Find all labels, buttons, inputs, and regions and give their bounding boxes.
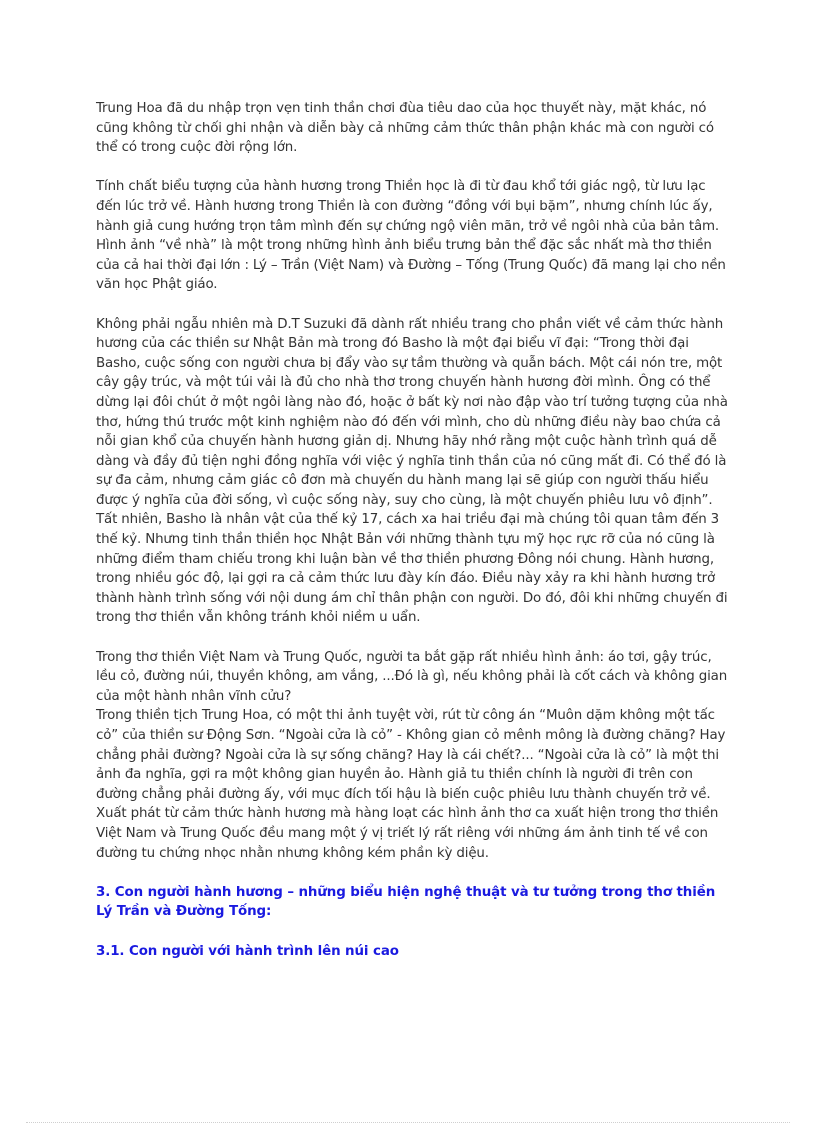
paragraph-spacer — [96, 922, 728, 942]
subsection-heading: 3.1. Con người với hành trình lên núi cao — [96, 943, 399, 959]
document-page — [96, 99, 728, 961]
paragraph-spacer — [96, 295, 728, 315]
paragraph-spacer — [96, 158, 728, 178]
section-heading: 3. Con người hành hương – những biểu hiện nghệ thuật và tư tưởng trong thơ thiền Lý Trần và Đường Tống: — [96, 884, 716, 920]
paragraph-spacer — [96, 863, 728, 883]
paragraph-dong-son: Trong thiền tịch Trung Hoa, có một thi ảnh tuyệt vời, rút từ công án “Muôn dặm không một tấc cỏ” của thiền sư Động Sơn. “Ngoài cửa là cỏ” - Không gian cỏ mênh mông là đường chăng? Hay chẳng phải đường? Ngoài cửa là sự sống chăng? Hay là cái chết?... “Ngoài cửa là cỏ” là một thi ảnh đa nghĩa, gợi ra một không gian huyền ảo. Hành giả tu thiền chính là người đi trên con đường chẳng phải đường ấy, với mục đích tối hậu là biến cuộc phiêu lưu thành chuyến trở về. Xuất phát từ cảm thức hành hương mà hàng loạt các hình ảnh thơ ca xuất hiện trong thơ thiền Việt Nam và Trung Quốc đều mang một ý vị triết lý rất riêng với những ám ảnh tinh tế về con đường tu chứng nhọc nhằn nhưng không kém phần kỳ diệu. — [96, 708, 726, 861]
paragraph-images: Trong thơ thiền Việt Nam và Trung Quốc, người ta bắt gặp rất nhiều hình ảnh: áo tơi, gậy trúc, lều cỏ, đường núi, thuyền không, am vắng, ...Đó là gì, nếu không phải là cốt cách và không gian của một hành nhân vĩnh cửu? — [96, 649, 728, 704]
paragraph-suzuki-basho: Không phải ngẫu nhiên mà D.T Suzuki đã dành rất nhiều trang cho phần viết về cảm thức hành hương của các thiền sư Nhật Bản mà trong đó Basho là một đại biểu vĩ đại: “Trong thời đại Basho, cuộc sống con người chưa bị đẩy vào sự tầm thường và quẫn bách. Một cái nón tre, một cây gậy trúc, và một túi vải là đủ cho nhà thơ trong chuyến hành hương đời mình. Ông có thể dừng lại đôi chút ở một ngôi làng nào đó, hoặc ở bất kỳ nơi nào đập vào trí tưởng tượng của nhà thơ, hứng thú trước một kinh nghiệm nào đó đến với mình, cho dù những điều này bao chứa cả nỗi gian khổ của chuyến hành hương giản dị. Nhưng hãy nhớ rằng một cuộc hành trình quá dễ dàng và đầy đủ tiện nghi đồng nghĩa với việc ý nghĩa tinh thần của nó cũng mất đi. Có thể đó là sự đa cảm, nhưng cảm giác cô đơn mà chuyến du hành mang lại sẽ giúp con người thấu hiểu được ý nghĩa của đời sống, vì cuộc sống này, suy cho cùng, là một chuyến phiêu lưu vô định”. Tất nhiên, Basho là nhân vật của thế kỷ 17, cách xa hai triều đại mà chúng tôi quan tâm đến 3 thế kỷ. Nhưng tinh thần thiền học Nhật Bản với những thành tựu mỹ học rực rỡ của nó cũng là những điểm tham chiếu trong khi luận bàn về thơ thiền phương Đông nói chung. Hành hương, trong nhiều góc độ, lại gợi ra cả cảm thức lưu đày kín đáo. Điều này xảy ra khi hành hương trở thành hành trình sống với nội dung ám chỉ thân phận con người. Do đó, đôi khi những chuyến đi trong thơ thiền vẫn không tránh khỏi niềm u uẩn. — [96, 316, 728, 626]
paragraph-symbolism: Tính chất biểu tượng của hành hương trong Thiền học là đi từ đau khổ tới giác ngộ, từ lưu lạc đến lúc trở về. Hành hương trong Thiền là con đường “đồng với bụi bặm”, nhưng chính lúc ấy, hành giả cung hướng trọn tâm mình đến sự chứng ngộ viên mãn, trở về ngôi nhà của bản tâm. Hình ảnh “về nhà” là một trong những hình ảnh biểu trưng bản thể đặc sắc nhất mà thơ thiền của cả hai thời đại lớn : Lý – Trần (Việt Nam) và Đường – Tống (Trung Quốc) đã mang lại cho nền văn học Phật giáo. — [96, 179, 726, 293]
paragraph-spacer — [96, 628, 728, 648]
paragraph-intro: Trung Hoa đã du nhập trọn vẹn tinh thần chơi đùa tiêu dao của học thuyết này, mặt khác, nó cũng không từ chối ghi nhận và diễn bày cả những cảm thức thân phận khác mà con người có thể có trong cuộc đời rộng lớn. — [96, 101, 714, 156]
